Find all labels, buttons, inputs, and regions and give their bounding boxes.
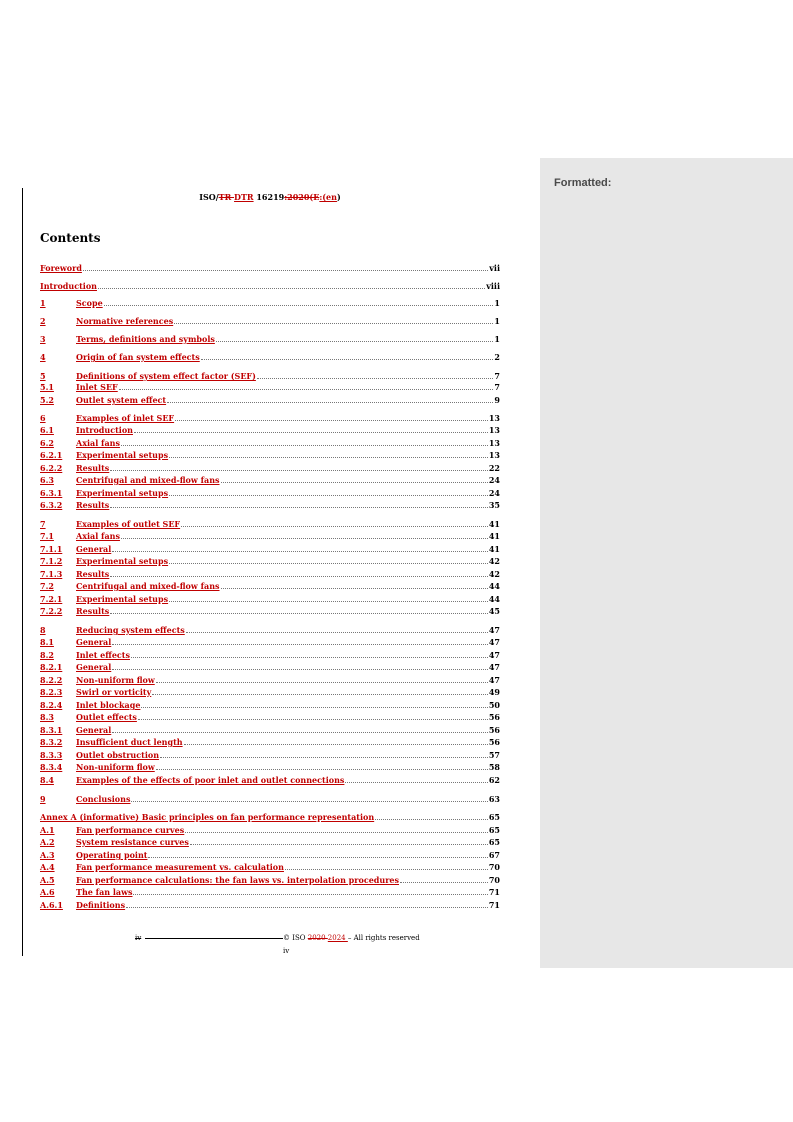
toc-dot-leader <box>110 507 488 508</box>
toc-entry-number: A.2 <box>40 837 55 847</box>
toc-entry[interactable] <box>40 649 500 660</box>
toc-dot-leader <box>138 719 488 720</box>
toc-entry-page: 44 <box>488 581 500 591</box>
header-number: 16219 <box>253 192 285 202</box>
footer-page-number: iv <box>283 947 290 955</box>
toc-dot-leader <box>190 844 488 845</box>
toc-entry-page: 44 <box>488 594 500 604</box>
toc-entry[interactable] <box>40 381 500 392</box>
toc-entry-title[interactable]: Experimental setups <box>76 450 169 460</box>
toc-entry-number: 7.1.2 <box>40 556 63 566</box>
toc-entry-number: 6.2 <box>40 438 54 448</box>
toc-entry-title[interactable]: System resistance curves <box>76 837 189 847</box>
toc-dot-leader <box>156 682 488 683</box>
toc-entry-number: 6 <box>40 413 46 423</box>
toc-entry-title[interactable]: Experimental setups <box>76 594 169 604</box>
toc-entry[interactable] <box>40 899 500 910</box>
toc-entry-title[interactable]: Introduction <box>40 281 97 291</box>
toc-entry-title[interactable]: Outlet effects <box>76 712 137 722</box>
toc-entry-page: 56 <box>488 737 500 747</box>
toc-dot-leader <box>112 644 488 645</box>
toc-entry-title[interactable]: Definitions of system effect factor (SEF) <box>76 371 256 381</box>
toc-entry-page: 50 <box>488 700 500 710</box>
toc-entry[interactable] <box>40 605 500 616</box>
toc-entry-number: 1 <box>40 298 46 308</box>
toc-entry-page: 47 <box>488 662 500 672</box>
toc-entry-page: 70 <box>488 875 500 885</box>
toc-entry-title[interactable]: Centrifugal and mixed-flow fans <box>76 475 220 485</box>
toc-entry[interactable] <box>40 351 500 362</box>
toc-entry-title[interactable]: Examples of inlet SEF <box>76 413 175 423</box>
toc-entry-title[interactable]: Definitions <box>76 900 126 910</box>
toc-dot-leader <box>156 769 488 770</box>
toc-entry[interactable] <box>40 724 500 735</box>
toc-entry[interactable] <box>40 774 500 785</box>
toc-entry[interactable] <box>40 836 500 847</box>
toc-entry-page: 35 <box>488 500 500 510</box>
toc-entry-page: 9 <box>494 395 500 405</box>
toc-entry-number: 7.1.3 <box>40 569 63 579</box>
header-deleted-tr: TR <box>218 192 235 202</box>
toc-entry-page: 47 <box>488 675 500 685</box>
toc-entry[interactable] <box>40 530 500 541</box>
toc-entry[interactable] <box>40 711 500 722</box>
toc-entry-page: 13 <box>488 450 500 460</box>
toc-entry-title[interactable]: Foreword <box>40 263 82 273</box>
toc-entry[interactable] <box>40 849 500 860</box>
toc-entry-number: 6.3.2 <box>40 500 63 510</box>
toc-entry[interactable] <box>40 636 500 647</box>
toc-dot-leader <box>345 782 487 783</box>
toc-entry-title[interactable]: Axial fans <box>76 438 120 448</box>
toc-dot-leader <box>152 694 488 695</box>
toc-entry[interactable] <box>40 499 500 510</box>
toc-entry-number: 8.3 <box>40 712 54 722</box>
toc-entry-page: 58 <box>488 762 500 772</box>
toc-entry[interactable] <box>40 793 500 804</box>
toc-entry-number: A.3 <box>40 850 55 860</box>
toc-entry-title[interactable]: Experimental setups <box>76 488 169 498</box>
toc-dot-leader <box>169 495 488 496</box>
toc-entry-page: 41 <box>488 544 500 554</box>
toc-entry-number: 7.1.1 <box>40 544 63 554</box>
toc-dot-leader <box>184 744 488 745</box>
toc-dot-leader <box>186 632 488 633</box>
toc-dot-leader <box>169 563 488 564</box>
toc-entry-title[interactable]: Conclusions <box>76 794 131 804</box>
toc-entry-title[interactable]: Fan performance measurement vs. calculation <box>76 862 284 872</box>
toc-entry[interactable] <box>40 874 500 885</box>
toc-entry-number: 6.2.1 <box>40 450 63 460</box>
toc-entry-page: 7 <box>494 382 500 392</box>
toc-entry[interactable] <box>40 262 500 273</box>
toc-entry-number: 6.3 <box>40 475 54 485</box>
toc-entry-title[interactable]: Centrifugal and mixed-flow fans <box>76 581 220 591</box>
toc-entry-number: A.1 <box>40 825 55 835</box>
toc-dot-leader <box>121 445 488 446</box>
toc-dot-leader <box>181 526 488 527</box>
toc-entry-page: 42 <box>488 569 500 579</box>
toc-entry-title[interactable]: Annex A (informative) Basic principles on fan performance representation <box>40 812 375 822</box>
header-inserted-dtr: DTR <box>234 192 254 202</box>
toc-entry-number: 3 <box>40 334 46 344</box>
toc-entry-title[interactable]: General <box>76 544 112 554</box>
toc-entry[interactable] <box>40 824 500 835</box>
toc-entry-number: 6.3.1 <box>40 488 63 498</box>
toc-entry-number: 4 <box>40 352 46 362</box>
toc-entry-page: 7 <box>494 371 500 381</box>
toc-entry[interactable] <box>40 736 500 747</box>
toc-dot-leader <box>131 657 488 658</box>
toc-dot-leader <box>112 551 488 552</box>
toc-entry-page: 41 <box>488 531 500 541</box>
toc-dot-leader <box>169 601 488 602</box>
toc-entry-number: 8.2.3 <box>40 687 63 697</box>
toc-entry-page: 56 <box>488 725 500 735</box>
toc-entry-page: 1 <box>494 334 500 344</box>
toc-entry[interactable] <box>40 593 500 604</box>
toc-entry-page: 42 <box>488 556 500 566</box>
toc-entry[interactable] <box>40 474 500 485</box>
comment-pane <box>540 158 793 968</box>
toc-entry-number: 8 <box>40 625 46 635</box>
toc-entry-page: 13 <box>488 413 500 423</box>
toc-entry-number: A.6.1 <box>40 900 63 910</box>
toc-entry-number: A.4 <box>40 862 55 872</box>
toc-entry-title[interactable]: Fan performance curves <box>76 825 185 835</box>
toc-dot-leader <box>175 420 488 421</box>
toc-entry-page: 70 <box>488 862 500 872</box>
toc-entry[interactable] <box>40 886 500 897</box>
toc-entry-title[interactable]: Operating point <box>76 850 148 860</box>
toc-dot-leader <box>221 482 488 483</box>
toc-entry-number: 5 <box>40 371 46 381</box>
toc-entry-page: 49 <box>488 687 500 697</box>
toc-dot-leader <box>201 359 494 360</box>
toc-entry-title[interactable]: Swirl or vorticity <box>76 687 152 697</box>
toc-entry[interactable] <box>40 462 500 473</box>
toc-entry-number: 2 <box>40 316 46 326</box>
toc-dot-leader <box>110 613 488 614</box>
toc-entry-page: 71 <box>488 900 500 910</box>
toc-entry-title[interactable]: Examples of the effects of poor inlet and outlet connections <box>76 775 345 785</box>
toc-entry-number: A.5 <box>40 875 55 885</box>
toc-entry-page: 13 <box>488 425 500 435</box>
header-suffix: ) <box>336 192 341 202</box>
toc-entry-page: 24 <box>488 475 500 485</box>
toc-dot-leader <box>110 576 488 577</box>
toc-entry[interactable] <box>40 370 500 381</box>
toc-dot-leader <box>121 538 488 539</box>
toc-entry-number: 8.1 <box>40 637 54 647</box>
toc-entry[interactable] <box>40 580 500 591</box>
toc-entry[interactable] <box>40 412 500 423</box>
toc-entry[interactable] <box>40 424 500 435</box>
toc-entry-number: 8.3.4 <box>40 762 63 772</box>
toc-entry-title[interactable]: Inlet SEF <box>76 382 118 392</box>
toc-entry-number: 7 <box>40 519 46 529</box>
toc-entry-page: 63 <box>488 794 500 804</box>
toc-dot-leader <box>169 457 488 458</box>
toc-entry-page: 57 <box>488 750 500 760</box>
toc-entry-page: 47 <box>488 637 500 647</box>
toc-entry-number: 7.2 <box>40 581 54 591</box>
footer-copyright-prefix: © ISO <box>283 934 308 942</box>
toc-entry-title[interactable]: Normative references <box>76 316 174 326</box>
toc-dot-leader <box>185 832 488 833</box>
toc-dot-leader <box>112 732 488 733</box>
toc-entry[interactable] <box>40 811 500 822</box>
toc-entry-title[interactable]: General <box>76 662 112 672</box>
toc-dot-leader <box>285 869 488 870</box>
toc-dot-leader <box>141 707 487 708</box>
toc-entry[interactable] <box>40 674 500 685</box>
header-inserted-lang: :(en <box>319 192 337 202</box>
footer-copyright-suffix: – All rights reserved <box>347 934 420 942</box>
toc-entry[interactable] <box>40 624 500 635</box>
toc-dot-leader <box>131 801 487 802</box>
toc-entry-page: 67 <box>488 850 500 860</box>
footer-inserted-year: 2024 <box>327 934 348 942</box>
toc-entry[interactable] <box>40 280 500 291</box>
toc-entry-title[interactable]: Outlet obstruction <box>76 750 160 760</box>
toc-entry[interactable] <box>40 487 500 498</box>
toc-entry-title[interactable]: Experimental setups <box>76 556 169 566</box>
toc-dot-leader <box>148 857 487 858</box>
toc-entry-number: 5.1 <box>40 382 54 392</box>
toc-entry-number: 7.2.1 <box>40 594 63 604</box>
toc-entry-number: 8.2 <box>40 650 54 660</box>
toc-dot-leader <box>112 669 488 670</box>
toc-dot-leader <box>133 894 487 895</box>
toc-entry-number: 8.2.2 <box>40 675 63 685</box>
toc-dot-leader <box>221 588 488 589</box>
toc-entry-number: 7.1 <box>40 531 54 541</box>
toc-entry-page: 62 <box>488 775 500 785</box>
toc-entry-page: 22 <box>488 463 500 473</box>
toc-entry-number: 6.1 <box>40 425 54 435</box>
toc-entry-number: 7.2.2 <box>40 606 63 616</box>
toc-entry[interactable] <box>40 543 500 554</box>
toc-entry[interactable] <box>40 661 500 672</box>
toc-entry[interactable] <box>40 761 500 772</box>
toc-entry-number: A.6 <box>40 887 55 897</box>
toc-entry-page: 41 <box>488 519 500 529</box>
toc-entry-number: 8.2.1 <box>40 662 63 672</box>
toc-entry-page: viii <box>486 281 500 291</box>
footer-deleted-page: iv <box>135 934 142 942</box>
toc-entry[interactable] <box>40 861 500 872</box>
contents-title: Contents <box>40 231 101 245</box>
toc-entry-title[interactable]: General <box>76 725 112 735</box>
toc-entry-page: vii <box>489 263 500 273</box>
toc-entry-page: 71 <box>488 887 500 897</box>
toc-entry-title[interactable]: Origin of fan system effects <box>76 352 200 362</box>
toc-entry-title[interactable]: Non-uniform flow <box>76 675 155 685</box>
toc-entry-title[interactable]: The fan laws <box>76 887 133 897</box>
toc-entry-page: 65 <box>488 812 500 822</box>
toc-entry-page: 47 <box>488 625 500 635</box>
toc-entry-page: 47 <box>488 650 500 660</box>
toc-dot-leader <box>400 882 488 883</box>
footer-strike-line <box>145 938 283 939</box>
toc-dot-leader <box>83 270 488 271</box>
toc-entry-number: 8.3.3 <box>40 750 63 760</box>
toc-entry-title[interactable]: Insufficient duct length <box>76 737 183 747</box>
toc-entry-page: 65 <box>488 837 500 847</box>
toc-entry-title[interactable]: Results <box>76 463 110 473</box>
toc-dot-leader <box>375 819 488 820</box>
toc-dot-leader <box>119 389 494 390</box>
toc-dot-leader <box>174 323 493 324</box>
footer-copyright <box>283 934 420 942</box>
toc-entry-title[interactable]: Inlet blockage <box>76 700 141 710</box>
toc-dot-leader <box>104 305 494 306</box>
toc-dot-leader <box>126 907 488 908</box>
toc-entry-title[interactable]: Reducing system effects <box>76 625 185 635</box>
toc-entry[interactable] <box>40 568 500 579</box>
toc-entry[interactable] <box>40 394 500 405</box>
toc-entry-page: 24 <box>488 488 500 498</box>
toc-dot-leader <box>257 378 494 379</box>
toc-entry[interactable] <box>40 315 500 326</box>
footer-deleted-year: 2020 <box>307 934 328 942</box>
toc-entry-title[interactable]: General <box>76 637 112 647</box>
toc-entry[interactable] <box>40 449 500 460</box>
toc-entry[interactable] <box>40 686 500 697</box>
toc-entry-page: 13 <box>488 438 500 448</box>
toc-entry-title[interactable]: Results <box>76 569 110 579</box>
toc-entry-title[interactable]: Scope <box>76 298 103 308</box>
toc-entry-page: 1 <box>494 316 500 326</box>
toc-entry-number: 8.2.4 <box>40 700 63 710</box>
toc-entry-number: 6.2.2 <box>40 463 63 473</box>
toc-entry[interactable] <box>40 518 500 529</box>
document-header <box>40 192 500 202</box>
toc-entry-title[interactable]: Axial fans <box>76 531 120 541</box>
toc-entry-title[interactable]: Non-uniform flow <box>76 762 155 772</box>
toc-entry[interactable] <box>40 333 500 344</box>
toc-entry-number: 5.2 <box>40 395 54 405</box>
toc-entry-page: 1 <box>494 298 500 308</box>
toc-entry[interactable] <box>40 749 500 760</box>
toc-dot-leader <box>98 288 485 289</box>
toc-entry-number: 9 <box>40 794 46 804</box>
toc-entry-title[interactable]: Fan performance calculations: the fan laws vs. interpolation procedures <box>76 875 399 885</box>
toc-entry-page: 2 <box>494 352 500 362</box>
header-deleted-year: :2020(E <box>284 192 320 202</box>
toc-entry-page: 65 <box>488 825 500 835</box>
toc-entry-title[interactable]: Terms, definitions and symbols <box>76 334 215 344</box>
toc-dot-leader <box>110 470 488 471</box>
toc-entry[interactable] <box>40 297 500 308</box>
toc-entry-page: 45 <box>488 606 500 616</box>
toc-entry[interactable] <box>40 555 500 566</box>
toc-entry-title[interactable]: Introduction <box>76 425 133 435</box>
toc-entry-title[interactable]: Outlet system effect <box>76 395 167 405</box>
toc-entry[interactable] <box>40 437 500 448</box>
toc-entry-title[interactable]: Examples of outlet SEF <box>76 519 181 529</box>
toc-entry-number: 8.3.2 <box>40 737 63 747</box>
toc-entry-title[interactable]: Results <box>76 606 110 616</box>
comment-label: Formatted: <box>554 177 612 189</box>
toc-entry-number: 8.3.1 <box>40 725 63 735</box>
toc-entry-title[interactable]: Results <box>76 500 110 510</box>
revision-change-bar <box>22 188 23 956</box>
toc-dot-leader <box>160 757 488 758</box>
toc-entry[interactable] <box>40 699 500 710</box>
toc-dot-leader <box>216 341 494 342</box>
toc-entry-title[interactable]: Inlet effects <box>76 650 130 660</box>
toc-dot-leader <box>134 432 488 433</box>
header-prefix: ISO/ <box>199 192 219 202</box>
toc-dot-leader <box>167 402 493 403</box>
toc-entry-page: 56 <box>488 712 500 722</box>
toc-entry-number: 8.4 <box>40 775 54 785</box>
